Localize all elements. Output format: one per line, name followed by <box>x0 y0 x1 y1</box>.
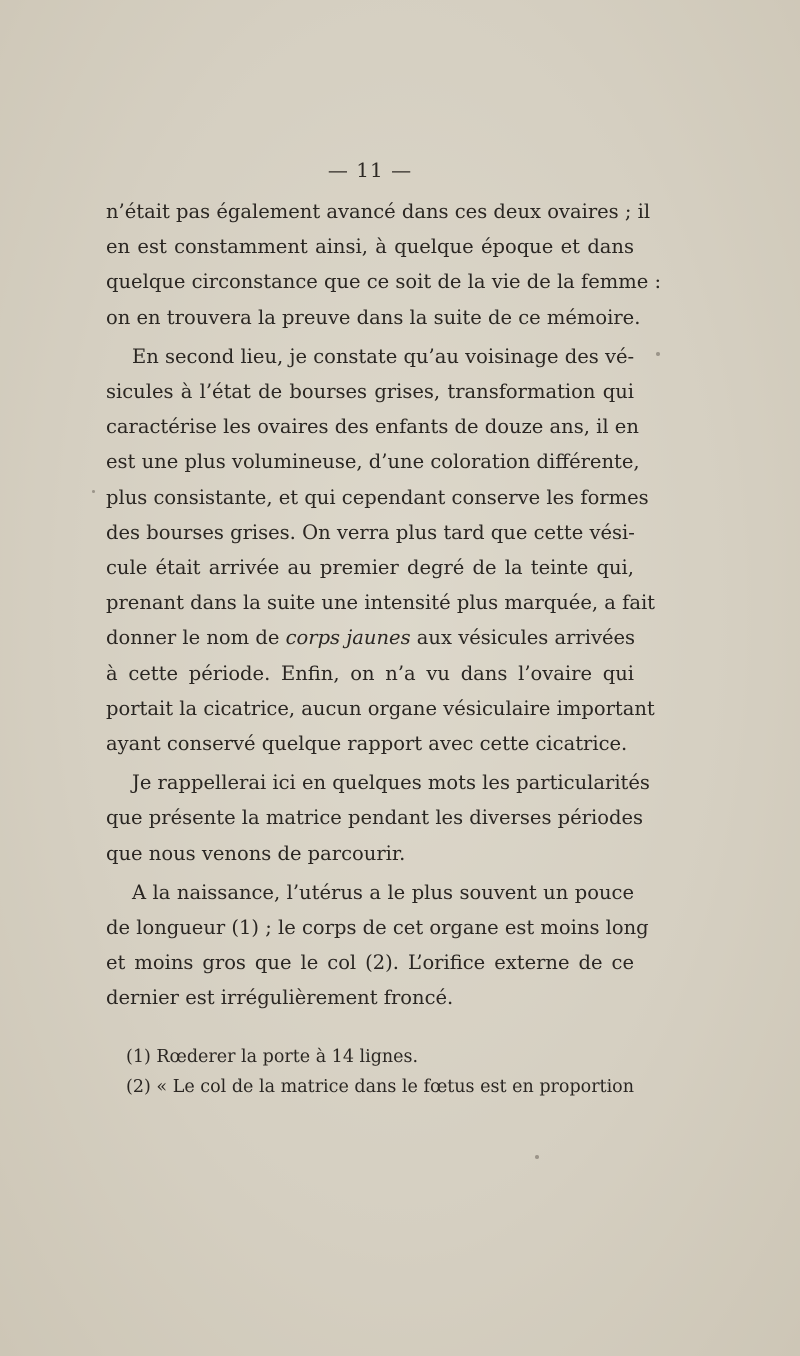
paper-speck <box>535 1155 539 1159</box>
text-segment: donner le nom de <box>106 626 286 650</box>
footnote: (2) « Le col de la matrice dans le fœtus est en proportion <box>126 1077 634 1097</box>
text-line: sicules à l’état de bourses grises, transformation qui <box>106 380 634 404</box>
text-line: Je rappellerai ici en quelques mots les particularités <box>132 771 650 795</box>
paper-speck <box>92 490 95 493</box>
text-line: plus consistante, et qui cependant conserve les formes <box>106 485 649 509</box>
text-line: ayant conservé quelque rapport avec cette cicatrice. <box>106 732 628 756</box>
text-line: à cette période. Enfin, on n’a vu dans l’ovaire qui <box>106 661 634 685</box>
text-line: quelque circonstance que ce soit de la vie de la femme : <box>106 270 662 294</box>
text-line: en est constamment ainsi, à quelque époque et dans <box>106 235 634 259</box>
text-line: et moins gros que le col (2). L’orifice externe de ce <box>106 951 634 975</box>
text-line: En second lieu, je constate qu’au voisinage des vé- <box>132 344 635 368</box>
text-line: prenant dans la suite une intensité plus marquée, a fait <box>106 591 656 615</box>
text-segment: aux vésicules arrivées <box>410 626 636 650</box>
text-line: de longueur (1) ; le corps de cet organe est moins long <box>106 916 649 940</box>
italic-term: corps jaunes <box>285 626 411 650</box>
text-line: n’était pas également avancé dans ces deux ovaires ; il <box>106 200 651 223</box>
text-line: cule était arrivée au premier degré de la teinte qui, <box>106 556 634 580</box>
text-line: que présente la matrice pendant les diverses périodes <box>106 806 644 830</box>
page-number: — 11 — <box>327 158 413 182</box>
text-line: A la naissance, l’utérus a le plus souvent un pouce <box>132 880 634 904</box>
footnotes <box>126 1042 634 1102</box>
text-line: on en trouvera la preuve dans la suite de ce mémoire. <box>106 305 641 329</box>
text-line: est une plus volumineuse, d’une coloration différente, <box>106 450 640 474</box>
text-line: caractérise les ovaires des enfants de douze ans, il en <box>106 415 639 439</box>
text-line: que nous venons de parcourir. <box>106 841 406 865</box>
text-line <box>106 620 634 655</box>
paper-speck <box>656 352 660 356</box>
text-line: des bourses grises. On verra plus tard que cette vési- <box>106 520 635 544</box>
text-line: dernier est irrégulièrement froncé. <box>106 986 454 1010</box>
footnote: (1) Rœderer la porte à 14 lignes. <box>126 1047 419 1067</box>
body-text <box>106 194 662 1016</box>
text-line: portait la cicatrice, aucun organe vésiculaire important <box>106 696 655 720</box>
